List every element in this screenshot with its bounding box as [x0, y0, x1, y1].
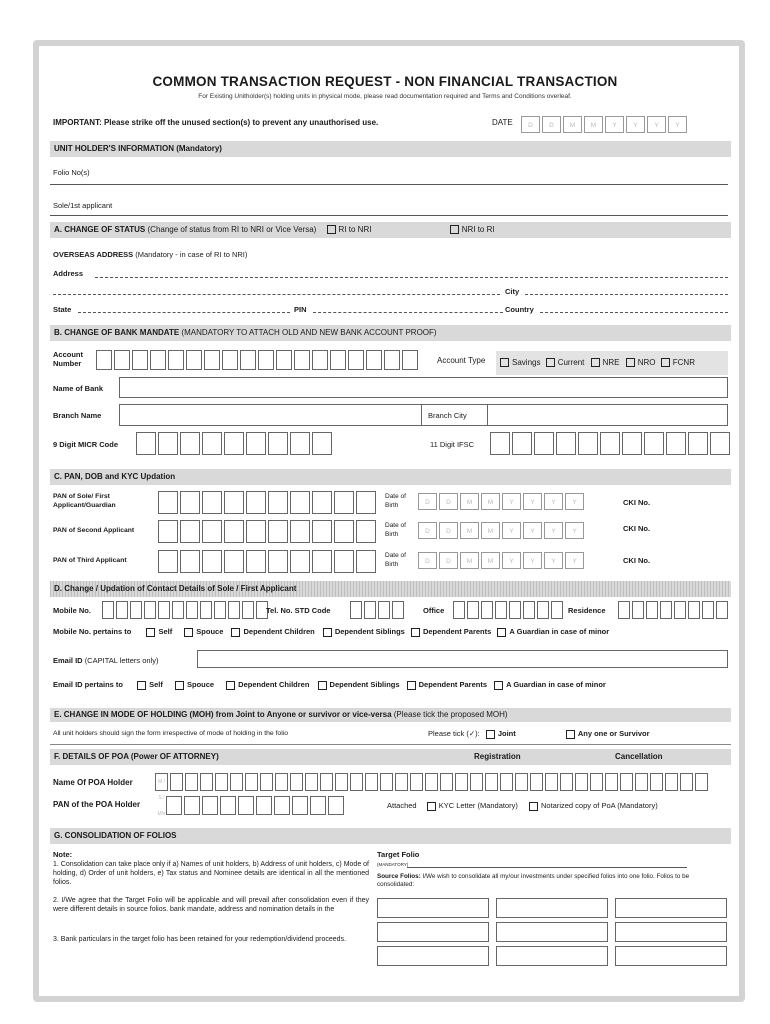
residence-label: Residence: [568, 606, 606, 615]
section-b-heading: [50, 325, 731, 341]
account-type-nro[interactable]: NRO: [626, 358, 656, 367]
date-box[interactable]: Y: [668, 116, 687, 133]
mobile-guardian-option[interactable]: A Guardian in case of minor: [497, 627, 609, 636]
form-subtitle: For Existing Unitholder(s) holding units in physical mode, please read documentation required and Terms and Conditions overleaf.: [198, 93, 572, 100]
section-a-heading: [50, 222, 731, 238]
anyone-checkbox[interactable]: [566, 730, 575, 739]
folio-label: Folio No(s): [53, 168, 90, 177]
email-children-option[interactable]: Dependent Children: [226, 680, 309, 689]
moh-joint-option[interactable]: Joint: [486, 729, 516, 738]
office-label: Office: [423, 606, 445, 615]
date-boxes[interactable]: [521, 116, 689, 133]
poa-attached-row: [387, 801, 658, 811]
consolidation-note-1: 1. Consolidation can take place only if a) Names of unit holders, b) Address of unit holders, c) Mode of holding, d) Order of unit holders, e) Tax status and Nominee details are identical in all the mentioned folios.: [53, 861, 369, 886]
section-a-title: A. CHANGE OF STATUS: [54, 225, 146, 234]
notarized-poa-option[interactable]: Notarized copy of PoA (Mandatory): [529, 801, 658, 810]
account-number-boxes[interactable]: [96, 350, 420, 370]
source-folios-title: Source Folios:: [377, 873, 421, 880]
source-folio-field-1[interactable]: [377, 898, 489, 918]
pin-line[interactable]: [313, 312, 503, 313]
branch-name-label: Branch Name: [53, 411, 102, 420]
nro-checkbox[interactable]: [626, 358, 635, 367]
email-siblings-checkbox[interactable]: [318, 681, 327, 690]
poa-pan-boxes[interactable]: [166, 796, 346, 815]
account-type-label: Account Type: [437, 356, 486, 365]
target-folio-label: Target Folio: [377, 850, 420, 859]
overseas-title: OVERSEAS ADDRESS: [53, 250, 134, 259]
source-folios-text: [377, 873, 727, 889]
email-hint: (CAPITAL letters only): [84, 656, 159, 665]
date-label: DATE: [492, 118, 513, 127]
account-type-options: [496, 351, 728, 375]
mobile-parents-checkbox[interactable]: [411, 628, 420, 637]
section-f-heading: [50, 749, 731, 765]
mobile-children-option[interactable]: Dependent Children: [231, 627, 314, 636]
address-line-2[interactable]: [53, 294, 500, 295]
kyc-letter-option[interactable]: KYC Letter (Mandatory): [427, 801, 518, 810]
mobile-pertains-row: [53, 627, 609, 637]
moh-options: [428, 729, 650, 739]
section-b-subtitle: (MANDATORY TO ATTACH OLD AND NEW BANK ACCOUNT PROOF): [181, 328, 437, 337]
mobile-guardian-checkbox[interactable]: [497, 628, 506, 637]
dob-third-boxes[interactable]: D D M M Y Y Y Y: [418, 552, 586, 569]
ri-to-nri-label: RI to NRI: [338, 225, 372, 234]
current-checkbox[interactable]: [546, 358, 555, 367]
tel-std-label: Tel. No. STD Code: [266, 606, 331, 615]
source-folio-field-3[interactable]: [615, 898, 727, 918]
email-self-option[interactable]: Self: [137, 680, 163, 689]
source-folio-field-6[interactable]: [615, 922, 727, 942]
address-label: Address: [53, 269, 84, 278]
date-box[interactable]: Y: [626, 116, 645, 133]
branch-name-field[interactable]: [119, 404, 728, 426]
email-siblings-option[interactable]: Dependent Siblings: [318, 680, 400, 689]
state-line[interactable]: [78, 312, 290, 313]
std-code-boxes[interactable]: [350, 601, 406, 619]
date-box[interactable]: Y: [605, 116, 624, 133]
pan-third-label: PAN of Third Applicant: [53, 557, 127, 564]
important-note: IMPORTANT: Please strike off the unused section(s) to prevent any unauthorised use.: [53, 118, 379, 127]
registration-label: Registration: [474, 752, 521, 761]
source-folio-field-5[interactable]: [496, 922, 608, 942]
branch-city-label: Branch City: [428, 411, 467, 420]
branch-city-divider: [421, 404, 422, 426]
city-line[interactable]: [525, 294, 728, 295]
kyc-letter-checkbox[interactable]: [427, 802, 436, 811]
pan-second-boxes[interactable]: [158, 520, 378, 543]
poa-holder-label: Name Of POA Holder: [53, 778, 133, 787]
branch-city-field[interactable]: [487, 404, 488, 426]
email-pertains-label: Email ID pertains to: [53, 680, 124, 689]
section-e-heading: [50, 708, 731, 722]
dob-first-label: Date of Birth: [385, 493, 406, 509]
first-applicant-line[interactable]: [50, 215, 728, 216]
mobile-label: Mobile No.: [53, 606, 91, 615]
source-folios-desc: I/We wish to consolidate all my/our investments under specified folios into one folio. Folios to be consolidated:: [377, 873, 690, 888]
date-box[interactable]: M: [584, 116, 603, 133]
mobile-children-checkbox[interactable]: [231, 628, 240, 637]
target-folio-line[interactable]: [407, 867, 687, 868]
form-title: COMMON TRANSACTION REQUEST - NON FINANCIAL TRANSACTION: [152, 74, 618, 89]
nre-checkbox[interactable]: [591, 358, 600, 367]
dob-second-boxes[interactable]: D D M M Y Y Y Y: [418, 522, 586, 539]
note-title: Note:: [53, 850, 73, 859]
date-box[interactable]: D: [542, 116, 561, 133]
account-number-label: Account Number: [53, 350, 83, 368]
dob-first-boxes[interactable]: D D M M Y Y Y Y: [418, 493, 586, 510]
mobile-parents-option[interactable]: Dependent Parents: [411, 627, 491, 636]
email-field[interactable]: [197, 650, 728, 668]
micr-boxes[interactable]: [136, 432, 334, 455]
section-d-heading: D. Change / Updation of Contact Details of Sole / First Applicant: [50, 581, 731, 597]
notarized-poa-checkbox[interactable]: [529, 802, 538, 811]
mobile-spouce-option[interactable]: Spouce: [184, 627, 223, 636]
pan-first-boxes[interactable]: [158, 491, 378, 514]
pan-third-boxes[interactable]: [158, 550, 378, 573]
section-a-subtitle: (Change of status from RI to NRI or Vice Versa): [147, 225, 317, 234]
nri-to-ri-checkbox[interactable]: [450, 225, 459, 234]
mobile-self-checkbox[interactable]: [146, 628, 155, 637]
section-e-divider: [50, 744, 731, 745]
tick-label: Please tick (✓):: [428, 729, 480, 738]
pan-second-label: PAN of Second Applicant: [53, 527, 135, 534]
email-self-checkbox[interactable]: [137, 681, 146, 690]
ri-to-nri-option[interactable]: [327, 225, 372, 234]
residence-boxes[interactable]: [618, 601, 730, 619]
email-guardian-checkbox[interactable]: [494, 681, 503, 690]
dob-second-label: Date of Birth: [385, 522, 406, 538]
attached-label: Attached: [387, 801, 417, 810]
consolidation-note-2: 2. I/We agree that the Target Folio will be applicable and will prevail after consolidation even if they were different details in source folios. bank mandate, address and nomination details in the: [53, 897, 369, 913]
address-line-1[interactable]: [95, 277, 728, 278]
section-g-heading: G. CONSOLIDATION OF FOLIOS: [50, 828, 731, 844]
nri-to-ri-label: NRI to RI: [461, 225, 495, 234]
ckyc-third-label: CKI No.: [623, 556, 651, 565]
moh-anyone-option[interactable]: Any one or Survivor: [566, 729, 650, 738]
email-label-group: [53, 656, 158, 665]
micr-label: 9 Digit MICR Code: [53, 440, 118, 449]
bank-name-field[interactable]: [119, 377, 728, 398]
dob-third-label: Date of Birth: [385, 552, 406, 568]
moh-note: All unit holders should sign the form irrespective of mode of holding in the folio: [53, 730, 289, 737]
email-spouce-checkbox[interactable]: [175, 681, 184, 690]
source-folio-field-9[interactable]: [615, 946, 727, 966]
target-folio-mandatory: (MANDATORY): [377, 862, 409, 867]
source-folio-field-2[interactable]: [496, 898, 608, 918]
poa-pan-label: PAN of the POA Holder: [53, 800, 141, 809]
folio-line[interactable]: [50, 184, 728, 185]
pan-first-label: PAN of Sole/ First Applicant/Guardian: [53, 493, 116, 509]
consolidation-note-3: 3. Bank particulars in the target folio has been retained for your redemption/dividend proceeds.: [53, 936, 347, 943]
city-label: City: [505, 287, 520, 296]
section-f-title: F. DETAILS OF POA (Power OF ATTORNEY): [54, 752, 219, 761]
state-label: State: [53, 305, 72, 314]
source-folio-field-4[interactable]: [377, 922, 489, 942]
country-line[interactable]: [540, 312, 728, 313]
mobile-self-option[interactable]: Self: [146, 627, 172, 636]
mobile-boxes[interactable]: [102, 601, 270, 619]
overseas-heading: [53, 250, 247, 259]
ckyc-second-label: CKI No.: [623, 524, 651, 533]
email-label: Email ID: [53, 656, 83, 665]
mobile-spouce-checkbox[interactable]: [184, 628, 193, 637]
overseas-hint: (Mandatory - in case of RI to NRI): [135, 250, 248, 259]
account-type-current[interactable]: Current: [546, 358, 585, 367]
email-spouce-option[interactable]: Spouce: [175, 680, 214, 689]
mobile-pertains-label: Mobile No. pertains to: [53, 627, 132, 636]
source-folio-field-8[interactable]: [496, 946, 608, 966]
email-parents-checkbox[interactable]: [407, 681, 416, 690]
email-pertains-row: [53, 680, 606, 690]
unit-holder-heading: UNIT HOLDER'S INFORMATION (Mandatory): [50, 141, 731, 157]
account-type-fcnr[interactable]: FCNR: [661, 358, 695, 367]
email-children-checkbox[interactable]: [226, 681, 235, 690]
ifsc-boxes[interactable]: [490, 432, 732, 455]
joint-checkbox[interactable]: [486, 730, 495, 739]
nri-to-ri-option[interactable]: [450, 225, 495, 234]
email-guardian-option[interactable]: A Guardian in case of minor: [494, 680, 606, 689]
section-b-title: B. CHANGE OF BANK MANDATE: [54, 328, 180, 337]
first-applicant-label: Sole/1st applicant: [53, 201, 113, 210]
savings-checkbox[interactable]: [500, 358, 509, 367]
section-e-title: E. CHANGE IN MODE OF HOLDING (MOH) from Joint to Anyone or survivor or vice-versa: [54, 710, 392, 719]
date-box[interactable]: Y: [647, 116, 666, 133]
date-box[interactable]: M: [563, 116, 582, 133]
fcnr-checkbox[interactable]: [661, 358, 670, 367]
account-type-nre[interactable]: NRE: [591, 358, 620, 367]
section-c-heading: C. PAN, DOB and KYC Updation: [50, 469, 731, 485]
bank-name-label: Name of Bank: [53, 384, 104, 393]
ri-to-nri-checkbox[interactable]: [327, 225, 336, 234]
ckyc-first-label: CKI No.: [623, 498, 651, 507]
country-label: Country: [505, 305, 534, 314]
mobile-siblings-option[interactable]: Dependent Siblings: [323, 627, 405, 636]
mobile-siblings-checkbox[interactable]: [323, 628, 332, 637]
ifsc-label: 11 Digit IFSC: [430, 440, 475, 449]
email-parents-option[interactable]: Dependent Parents: [407, 680, 487, 689]
cancellation-label: Cancellation: [615, 752, 663, 761]
pin-label: PIN: [294, 305, 307, 314]
office-boxes[interactable]: [453, 601, 565, 619]
date-box[interactable]: D: [521, 116, 540, 133]
source-folio-field-7[interactable]: [377, 946, 489, 966]
section-e-subtitle: (Please tick the proposed MOH): [393, 710, 508, 719]
poa-prefix-box[interactable]: M / S / M/s: [155, 773, 168, 791]
account-type-savings[interactable]: Savings: [500, 358, 540, 367]
